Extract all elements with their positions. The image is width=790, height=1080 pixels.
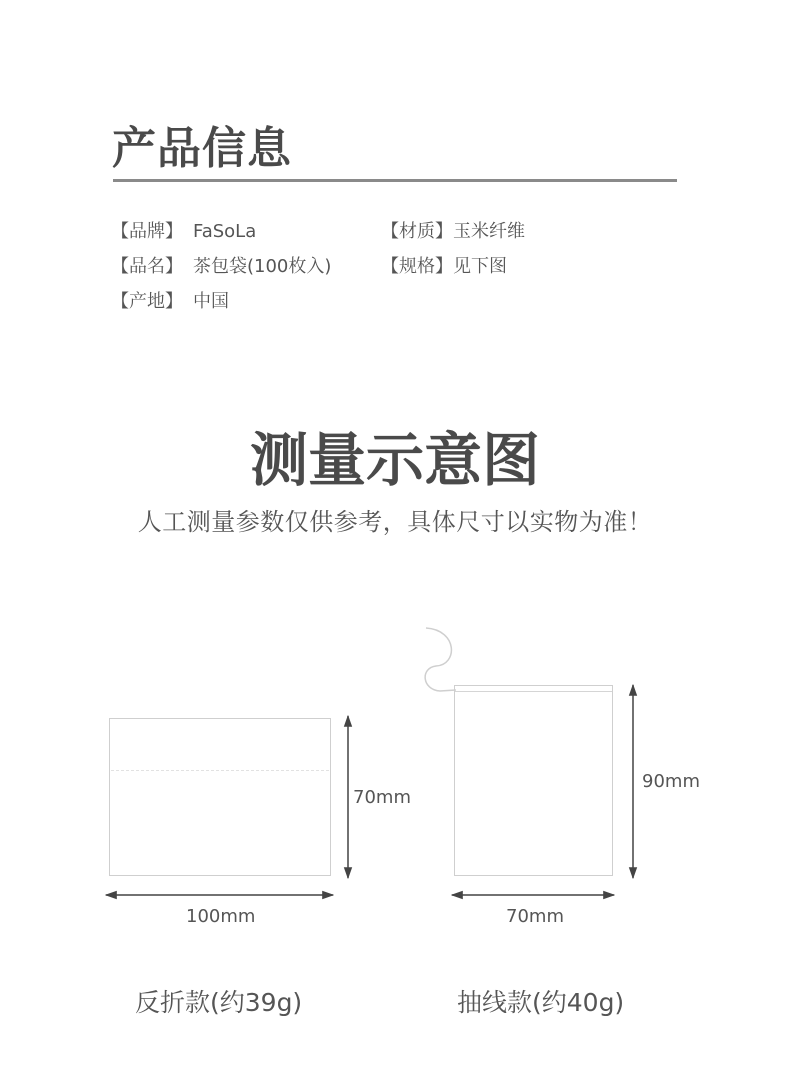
fold-height-label: 70mm [353, 787, 411, 808]
info-value: 玉米纤维 [453, 221, 525, 242]
diagram-heading: 测量示意图 [249, 426, 540, 494]
info-value: 中国 [193, 291, 229, 312]
drawstring-style-caption: 抽线款(约40g) [457, 988, 625, 1017]
diagram-disclaimer: 人工测量参数仅供参考，具体尺寸以实物为准！ [137, 508, 653, 536]
info-label: 【品牌】 [111, 221, 183, 242]
info-label: 【规格】 [381, 256, 453, 277]
info-label: 【品名】 [111, 256, 183, 277]
fold-style-caption: 反折款(约39g) [135, 988, 303, 1017]
info-label: 【材质】 [381, 221, 453, 242]
fold-width-label: 100mm [186, 906, 256, 927]
drawstring-cord [425, 628, 456, 691]
info-value: 见下图 [453, 256, 507, 277]
info-label: 【产地】 [111, 291, 183, 312]
info-value: 茶包袋(100枚入) [193, 256, 332, 277]
info-value: FaSoLa [193, 221, 257, 242]
drawstring-width-label: 70mm [506, 906, 564, 927]
product-info-heading: 产品信息 [112, 123, 292, 174]
drawstring-height-label: 90mm [642, 771, 700, 792]
